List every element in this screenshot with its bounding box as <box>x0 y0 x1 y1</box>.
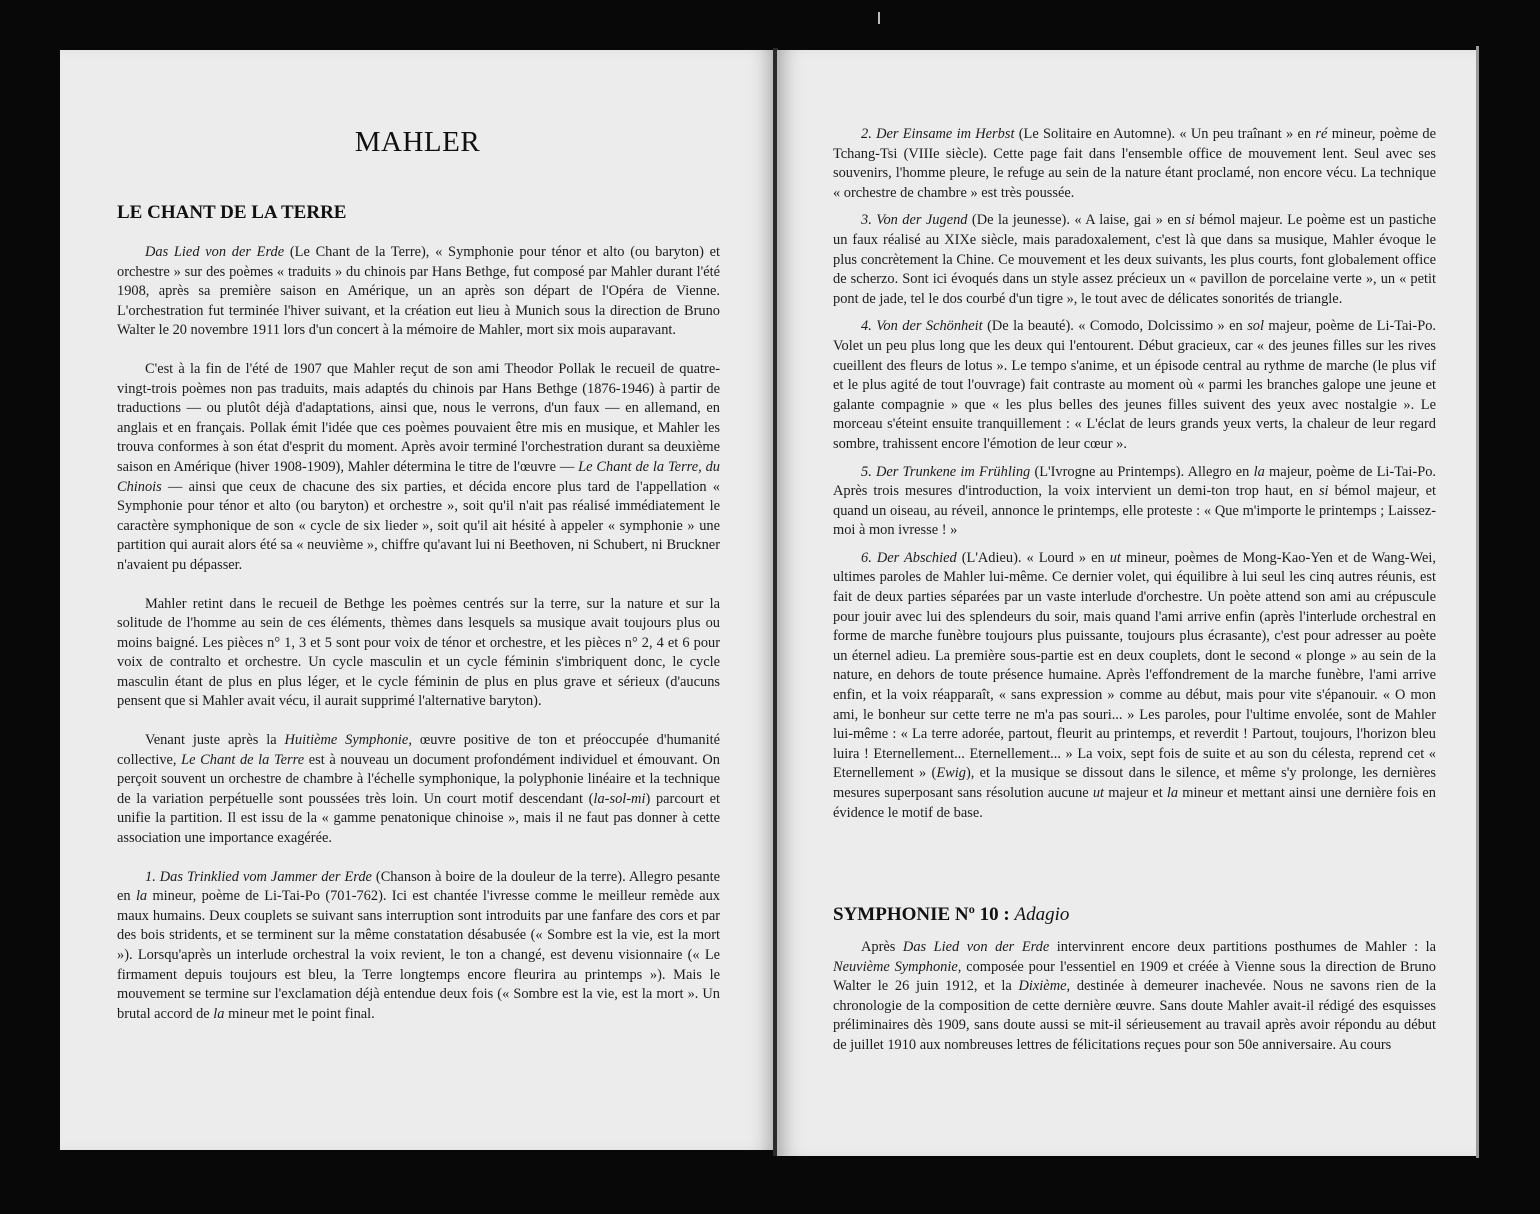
italic-run: ut <box>1092 785 1105 801</box>
italic-run: si <box>1185 212 1196 229</box>
text-run: (De la jeunesse). « A laise, gai » en <box>967 212 1186 229</box>
italic-run: Dixième, <box>1018 978 1071 995</box>
paragraph <box>117 868 720 1025</box>
italic-run: Le Chant de la Terre, du Chinois <box>117 458 720 495</box>
italic-run: la <box>135 888 148 905</box>
section-title-sub: Adagio <box>1014 904 1070 925</box>
italic-run: la-sol-mi <box>593 790 646 807</box>
italic-run: la <box>1253 463 1265 480</box>
italic-run: 4. Von der Schönheit <box>861 318 983 335</box>
text-run: majeur, poème de Li-Tai-Po. Après trois mesures d'introduction, la voix intervient un demi-ton trop haut, en <box>833 463 1436 500</box>
text-run: (De la beauté). « Comodo, Dolcissimo » en <box>982 318 1248 335</box>
italic-run: la <box>1166 785 1179 801</box>
text-run: bémol majeur. Le poème est un pastiche un faux réalisé au XIXe siècle, mais paradoxalement, c'est là que dans sa musique, Mahler évoque le plus concrètement la Chine. Ce mouvement et les deux suivants, les plus courts, font globalement office de scherzo. Sont ici évoqués dans un style assez précieux un « pavillon de porcelaine verte », un « petit pont de jade, tel le dos courbé d'un tigre », le tout avec de délicates sonorités de triangle. <box>833 212 1436 307</box>
italic-run: ut <box>1109 549 1121 566</box>
text-run: œuvre positive de ton et préoccupée d'humanité collective, <box>117 732 721 768</box>
italic-run: sol <box>1247 318 1264 335</box>
paragraph <box>117 595 720 713</box>
italic-run: 5. Der Trunkene im Frühling <box>861 463 1031 480</box>
text-run: ) parcourt et unifie la partition. Il est issu de la « gamme penatonique chinoise », mais il ne faut pas donner à cette association une importance exagérée. <box>117 790 720 847</box>
italic-run: Huitième Symphonie, <box>284 732 412 749</box>
text-run: mineur, poèmes de Mong-Kao-Yen et de Wang-Wei, ultimes paroles de Mahler lui-même. Ce dernier volet, qui équilibre à lui seul les cinq autres réunis, est fait de deux parties séparées par un vaste interlude d'orchestre. Un poète attend son ami au crépuscule pour jouir avec lui des splendeurs du soir, mais quand l'ami arrive enfin (après l'interlude orchestral en forme de marche funèbre toujours plus puissante, toujours plus écrasante), c'est pour adresser au poète un éternel adieu. La première sous-partie est en deux couplets, dont le second « plonge » au sein de la nature, en dehors de toute présence humaine. Après l'effondrement de la marche funèbre, l'ami arrive enfin, et la voix réapparaît, « sans expression » comme au début, mais pour vite s'épanouir. « O mon ami, le bonheur sur cette terre ne m'a pas souri... » Les paroles, pour l'ultime envolée, sont de Mahler lui-même : « La terre adorée, partout, fleurit au printemps, et reverdit ! Partout, toujours, l'horizon bleu luira ! Eternellement... Eternellement... » La voix, sept fois de suite et au son du célesta, reprend cet « Eternellement » ( <box>833 549 1437 782</box>
paragraph <box>833 463 1436 541</box>
paragraph <box>117 731 720 849</box>
page-edge <box>1476 46 1479 1158</box>
italic-run: 6. Der Abschied <box>861 549 957 566</box>
symphonie-10-body-text <box>833 938 1436 1075</box>
left-page <box>60 50 775 1150</box>
right-body-text <box>833 125 1436 831</box>
text-run: — ainsi que ceux de chacune des six parties, et décida encore plus tard de l'appellation « Symphonie pour ténor et alto (ou baryton) et orchestre », soit qu'il n'ait pas réalisé immédiatement le caractère symphonique de son « cycle de six lieder », soit qu'il ait hésité à appeler « symphonie » une partition qui aurait alors été sa « neuvième », chiffre qu'avant lui ni Beethoven, ni Schubert, ni Bruckner n'avaient pu dépasser. <box>117 478 720 573</box>
italic-run: Neuvième Symphonie, <box>833 958 962 975</box>
text-run: destinée à demeurer inachevée. Nous ne savons rien de la chronologie de la composition de cette dernière œuvre. Sans doute Mahler avait-il rédigé des esquisses préliminaires dès 1909, sans doute aussi se mit-il sérieusement au travail après avoir répondu au début de juillet 1910 aux nombreuses lettres de félicitations reçues pour son 50e anniversaire. Au cours <box>833 978 1436 1053</box>
section-title-symphonie-10 <box>833 904 1069 926</box>
italic-run: Das Lied von der Erde <box>902 939 1050 955</box>
text-run: mineur met le point final. <box>224 1005 375 1022</box>
paragraph <box>117 243 720 341</box>
left-body-text <box>117 243 720 1043</box>
text-run: intervinrent encore deux partitions posthumes de Mahler : la <box>1049 939 1437 955</box>
text-run: (Chanson à boire de la douleur de la terre). Allegro pesante en <box>117 868 720 905</box>
text-run: (Le Chant de la Terre), « Symphonie pour ténor et alto (ou baryton) et orchestre » sur des poèmes « traduits » du chinois par Hans Bethge, fut composé par Mahler durant l'été 1908, après sa première saison en Amérique, un an après son départ de l'Opéra de Vienne. L'orchestration fut terminée l'hiver suivant, et la création eut lieu à Munich sous la direction de Bruno Walter le 20 novembre 1911 lors d'un concert à la mémoire de Mahler, mort six mois auparavant. <box>117 244 721 339</box>
italic-run: la <box>213 1005 225 1022</box>
paragraph <box>833 938 1436 1056</box>
paragraph <box>117 360 720 576</box>
scan-mark <box>878 12 880 24</box>
italic-run: Das Lied von der Erde <box>145 244 285 260</box>
text-run: (L'Ivrogne au Printemps). Allegro en <box>1030 463 1254 480</box>
text-run: bémol majeur, et quand un oiseau, au réveil, annonce le printemps, elle proteste : « Que m'importe le printemps ; Laissez-moi à mon ivresse ! » <box>833 483 1437 539</box>
paragraph <box>833 211 1436 309</box>
right-page <box>777 50 1477 1156</box>
italic-run: Le Chant de la Terre <box>181 751 305 768</box>
text-run: (L'Adieu). « Lourd » en <box>956 549 1110 566</box>
page-title: MAHLER <box>354 126 481 158</box>
text-run: mineur, poème de Tchang-Tsi (VIIIe siècle). Cette page fait dans l'ensemble office de mouvement lent. Seul avec ses souvenirs, l'homme pleure, le refuge au sein de la nature étant proclamé, non encore vécu. La technique « orchestre de chambre » est très poussée. <box>833 126 1437 201</box>
italic-run: ré <box>1315 126 1328 142</box>
section-title-chant-de-la-terre: LE CHANT DE LA TERRE <box>117 202 347 223</box>
text-run: (Le Solitaire en Automne). « Un peu traînant » en <box>1014 126 1316 142</box>
text-run: ), et la musique se dissout dans le silence, et même s'y prolonge, les dernières mesures superposant sans résolution aucune <box>833 765 1436 801</box>
text-run: est à nouveau un document profondément individuel et émouvant. On perçoit souvent un orchestre de chambre à l'échelle symphonique, la polyphonie linéaire et la technique de la variation perpétuelle sont poussées très loin. Un court motif descendant ( <box>117 751 720 807</box>
text-run: Après <box>861 939 903 955</box>
text-run: mineur, poème de Li-Tai-Po (701-762). Ici est chantée l'ivresse comme le meilleur remède aux maux humains. Deux couplets se suivant sans interruption sont introduits par une fanfare des cors et par des bois stridents, et se terminent sur la même constatation désabusée (« Sombre est la vie, est la mort »). Lorsqu'après un interlude orchestral la voix revient, le ton a changé, est devenu visionnaire (« Le firmament depuis toujours est bleu, la Terre longtemps encore fleurira au printemps »). Mais le mouvement se termine sur l'exclamation déjà entendue deux fois (« Sombre est la vie, est la mort ». Un brutal accord de <box>117 888 720 1022</box>
text-run: composée pour l'essentiel en 1909 et créée à Vienne sous la direction de Bruno Walter le 26 juin 1912, et la <box>833 958 1436 995</box>
paragraph <box>833 125 1436 203</box>
text-run: majeur et <box>1104 785 1167 801</box>
paragraph <box>833 317 1436 454</box>
text-run: C'est à la fin de l'été de 1907 que Mahler reçut de son ami Theodor Pollak le recueil de quatre-vingt-trois poèmes non pas traduits, mais adaptés du chinois par Hans Bethge (1876-1946) à partir de traductions — ou plutôt déjà d'adaptations, ainsi que, nous le verrons, d'un faux — en allemand, en anglais et en français. Pollak émit l'idée que ces poèmes pouvaient être mis en musique, et Mahler les trouva conformes à son état d'esprit du moment. Après avoir terminé l'orchestration durant sa deuxième saison en Amérique (hiver 1908-1909), Mahler détermina le titre de l'œuvre — <box>117 360 720 475</box>
paragraph <box>833 549 1436 823</box>
text-run: Mahler retint dans le recueil de Bethge les poèmes centrés sur la terre, sur la nature et sur la solitude de l'homme au sein de ces éléments, thèmes dans lesquels sa musique avait toujours plus ou moins baigné. Les pièces n° 1, 3 et 5 sont pour voix de ténor et orchestre, et les pièces n° 2, 4 et 6 pour voix de contralto et orchestre. Un cycle masculin et un cycle féminin s'imbriquent donc, le cycle masculin étant de plus en plus léger, et le cycle féminin de plus en plus grave et sérieux (d'aucuns pensent que si Mahler avait vécu, il aurait supprimé l'alternative baryton). <box>117 595 720 710</box>
italic-run: 1. Das Trinklied vom Jammer der Erde <box>145 868 372 885</box>
text-run: majeur, poème de Li-Tai-Po. Volet un peu plus long que les deux qui l'entourent. Début gracieux, car « des jeunes filles sur les rives cueillent des fleurs de lotus ». Le tempo s'anime, et un épisode central au rythme de marche (le plus vif et le plus agité de tout l'ouvrage) fait contraste au moment où « parmi les branches galope une jeune et galante compagnie » que « les plus belles des jeunes filles suivent des yeux avec nostalgie ». Le morceau s'éteint ensuite tranquillement : « L'éclat de leurs grands yeux verts, la chaleur de leur regard sombre, trahissent encore l'émotion de leur cœur ». <box>833 318 1436 452</box>
italic-run: Ewig <box>936 765 966 782</box>
section-title-main: SYMPHONIE Nº 10 : <box>833 904 1015 925</box>
italic-run: 2. Der Einsame im Herbst <box>861 126 1015 142</box>
text-run: mineur et mettant ainsi une dernière fois en évidence le motif de base. <box>833 785 1436 821</box>
italic-run: 3. Von der Jugend <box>861 212 968 229</box>
italic-run: si <box>1318 483 1329 500</box>
text-run: Venant juste après la <box>145 732 285 749</box>
